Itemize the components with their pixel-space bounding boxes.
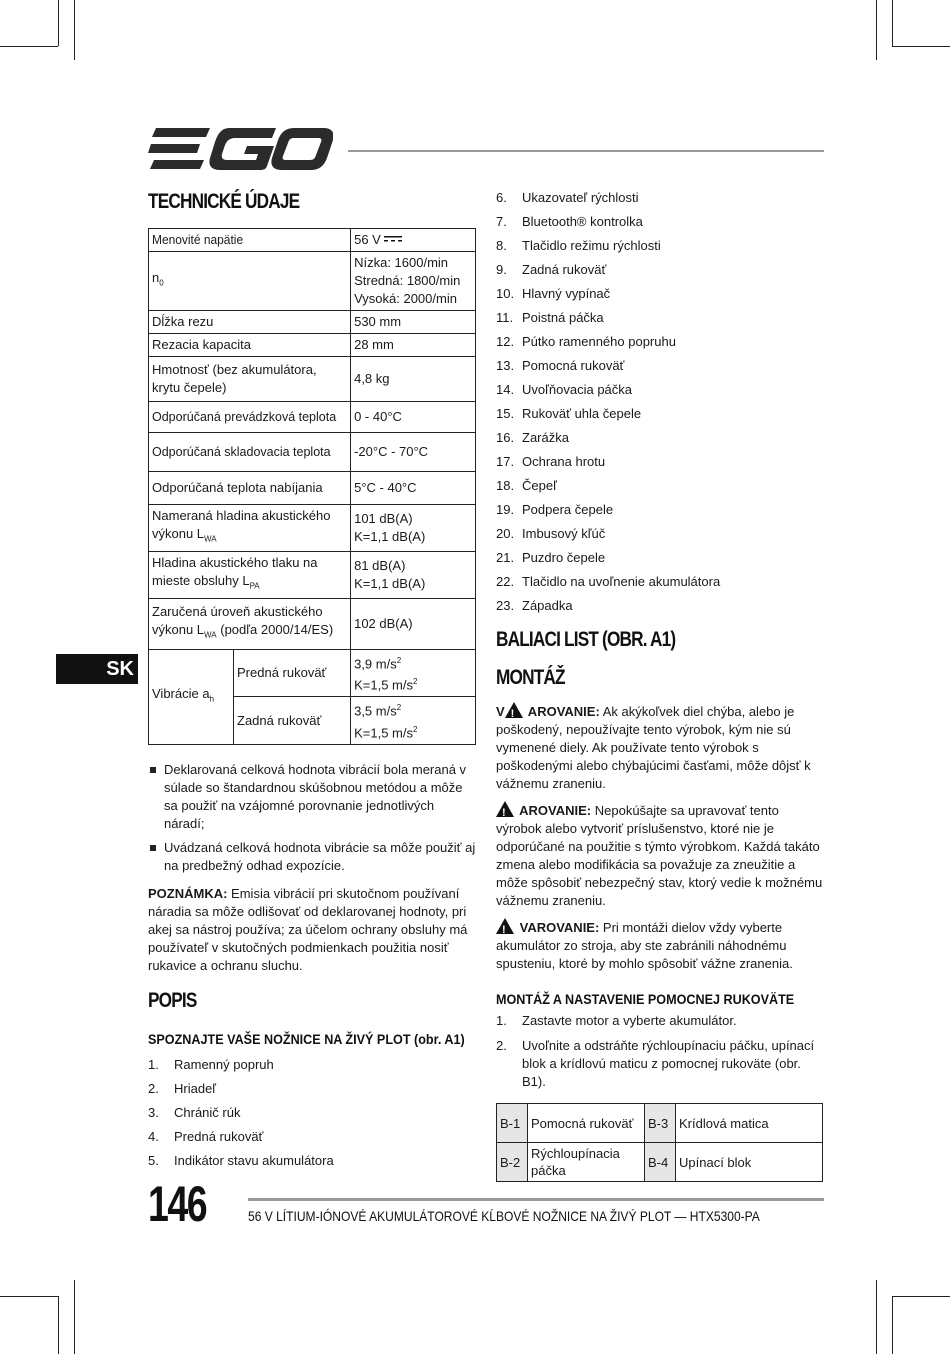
spec-value: 4,8 kg <box>351 357 476 402</box>
warning-text: Pri montáži dielov vždy vyberte akumulátor zo stroja, aby ste zabránili náhodnému spusteniu, ktoré by mohlo spôsobiť vážne zranenia. <box>496 920 793 971</box>
table-row <box>149 252 476 311</box>
part-code: B-1 <box>497 1104 528 1143</box>
spec-value: 56 V <box>354 232 381 247</box>
spec-label: Odporúčaná prevádzková teplota <box>149 402 351 433</box>
spec-label: Odporúčaná teplota nabíjania <box>149 472 351 505</box>
crop-mark <box>74 0 75 60</box>
spec-sub: h <box>209 694 215 704</box>
warning-paragraph <box>496 801 826 910</box>
part-name: Pomocná rukoväť <box>528 1104 645 1143</box>
spec-exp: 2 <box>396 703 402 713</box>
spec-value: K=1,1 dB(A) <box>354 575 426 591</box>
table-row <box>497 1143 823 1182</box>
warning-icon <box>496 918 514 934</box>
list-item: 4. Predná rukoväť <box>148 1128 264 1144</box>
table-row <box>149 472 476 505</box>
table-row <box>149 505 476 552</box>
crop-mark <box>892 1296 893 1354</box>
spec-sub: 0 <box>159 278 164 288</box>
footer-title: 56 V LÍTIUM-IÓNOVÉ AKUMULÁTOROVÉ KĹBOVÉ NOŽNICE NA ŽIVÝ PLOT — HTX5300-PA <box>248 1208 760 1224</box>
spec-value: 3,5 m/s <box>354 703 397 719</box>
list-item: 10. Hlavný vypínač <box>496 286 611 301</box>
footer-rule <box>248 1198 824 1201</box>
spec-label: Zadná rukoväť <box>234 697 351 745</box>
part-name: Rýchloupínacia páčka <box>528 1143 645 1182</box>
spec-value: 101 dB(A) <box>354 510 413 526</box>
popis-title: POPIS <box>148 988 197 1012</box>
table-row <box>149 598 476 649</box>
warning-label: VAROVANIE: <box>516 920 600 935</box>
ego-logo <box>148 128 333 172</box>
list-item: 19. Podpera čepele <box>496 502 614 517</box>
table-row <box>149 229 476 252</box>
warning-text: Nepokúšajte sa upravovať tento výrobok alebo vytvoriť príslušenstvo, ktoré nie je odporúčané na použitie s týmto výrobkom. Každá takáto zmena alebo modifikácia sa považuje za zneužitie a môže spôsobiť nebezpečný stav, ktorý vedie k možnému vážnemu zraneniu. <box>496 803 823 908</box>
note-text: Emisia vibrácií pri skutočnom používaní náradia sa môže odlišovať od deklarovanej hodnoty, pri akej sa nástroj používa; za účelom ochrany obsluhy má používateľ v skutočných podmienkach použitia nosiť rukavice a ochranu sluchu. <box>148 885 468 973</box>
list-item: 15. Rukoväť uhla čepele <box>496 406 642 421</box>
dc-symbol-icon <box>384 235 402 243</box>
spec-value: 81 dB(A) <box>354 557 406 573</box>
list-item: 7. Bluetooth® kontrolka <box>496 214 643 229</box>
list-item: 8. Tlačidlo režimu rýchlosti <box>496 238 661 253</box>
crop-mark <box>58 0 59 46</box>
spec-label: Hmotnosť (bez akumulátora, krytu čepele) <box>149 357 351 402</box>
spec-value: 0 - 40°C <box>351 402 476 433</box>
spec-sub: PA <box>249 581 260 591</box>
packing-title: BALIACI LIST (OBR. A1) <box>496 628 676 651</box>
list-item: 2. Uvoľnite a odstráňte rýchloupínaciu páčku, upínací blok a krídlovú maticu z pomocnej rukoväte (obr. B1). <box>496 1038 815 1089</box>
right-column <box>496 190 826 1182</box>
list-item: 20. Imbusový kľúč <box>496 526 606 541</box>
crop-mark <box>58 1296 59 1354</box>
list-item: 12. Pútko ramenného popruhu <box>496 334 676 349</box>
spec-exp: 2 <box>412 724 418 734</box>
part-code: B-4 <box>645 1143 676 1182</box>
table-row <box>497 1104 823 1143</box>
spec-label: Odporúčaná skladovacia teplota <box>149 433 351 472</box>
list-item: 14. Uvoľňovacia páčka <box>496 382 633 397</box>
spec-value: 5°C - 40°C <box>351 472 476 505</box>
warning-text: Ak akýkoľvek diel chýba, alebo je poškodený, nepoužívajte tento výrobok, kým nie sú vymenené diely. Ak používate tento výrobok s poškodenými alebo chýbajúcimi časťami, môže dôjsť k vážnemu zraneniu. <box>496 704 811 791</box>
list-item: 18. Čepeľ <box>496 478 557 493</box>
spec-table <box>148 228 476 745</box>
parts-list <box>148 1053 476 1173</box>
warning-label: AROVANIE: <box>516 803 592 818</box>
spec-exp: 2 <box>412 676 418 686</box>
tech-title: TECHNICKÉ ÚDAJE <box>148 190 300 213</box>
list-item: 9. Zadná rukoväť <box>496 262 607 277</box>
list-item: 1. Zastavte motor a vyberte akumulátor. <box>496 1013 737 1028</box>
list-item: 3. Chránič rúk <box>148 1104 241 1120</box>
crop-mark <box>0 46 58 47</box>
warning-paragraph <box>496 702 826 793</box>
crop-mark <box>74 1280 75 1354</box>
table-row <box>149 334 476 357</box>
crop-mark <box>892 0 893 46</box>
part-code: B-2 <box>497 1143 528 1182</box>
crop-mark <box>876 0 877 60</box>
warning-icon <box>496 801 514 817</box>
list-item: 16. Zarážka <box>496 430 569 445</box>
bullet-item: Uvádzaná celková hodnota vibrácie sa môže použiť aj na predbežný odhad expozície. <box>148 839 476 875</box>
note-paragraph <box>148 885 476 975</box>
spec-label: Hladina akustického tlaku na mieste obsluhy L <box>152 554 318 588</box>
spec-value: Nízka: 1600/min <box>354 255 449 270</box>
spec-value: K=1,5 m/s <box>354 724 413 740</box>
spec-value: K=1,5 m/s <box>354 677 413 693</box>
spec-label: Dĺžka rezu <box>149 311 351 334</box>
page-number: 146 <box>148 1176 207 1232</box>
warning-label: AROVANIE: <box>524 704 600 719</box>
crop-mark <box>0 1296 58 1297</box>
list-item: 11. Poistná páčka <box>496 310 604 325</box>
spec-label: Rezacia kapacita <box>149 334 351 357</box>
list-item: 17. Ochrana hrotu <box>496 454 606 469</box>
spec-value: Stredná: 1800/min <box>354 273 461 288</box>
warning-icon <box>505 702 523 718</box>
spec-label: Menovité napätie <box>152 232 244 247</box>
spec-exp: 2 <box>396 655 402 665</box>
montaz-title: MONTÁŽ <box>496 666 565 689</box>
list-item: 6. Ukazovateľ rýchlosti <box>496 190 639 205</box>
bullet-item: Deklarovaná celková hodnota vibrácií bola meraná v súlade so štandardnou skúšobnou metódou a môže sa použiť na vzájomné porovnanie jednotlivých náradí; <box>148 761 476 833</box>
part-name: Krídlová matica <box>676 1104 823 1143</box>
parts-key-table <box>496 1103 823 1182</box>
part-name: Upínací blok <box>676 1143 823 1182</box>
table-row <box>149 402 476 433</box>
list-item: 23. Západka <box>496 598 573 613</box>
spec-value: -20°C - 70°C <box>351 433 476 472</box>
warning-paragraph <box>496 918 826 973</box>
spec-label: (podľa 2000/14/ES) <box>216 621 334 637</box>
table-row <box>149 551 476 598</box>
spec-label: Nameraná hladina akustického výkonu L <box>152 508 331 541</box>
warning-prefix: V <box>496 704 505 719</box>
spec-value: K=1,1 dB(A) <box>354 528 426 544</box>
crop-mark <box>876 1280 877 1354</box>
table-row <box>149 357 476 402</box>
spec-value: 530 mm <box>351 311 476 334</box>
spec-label: Vibrácie a <box>152 685 210 701</box>
handle-title: MONTÁŽ A NASTAVENIE POMOCNEJ RUKOVÄTE <box>496 991 795 1007</box>
list-item: 22. Tlačidlo na uvoľnenie akumulátora <box>496 574 721 589</box>
steps-list <box>496 1009 826 1091</box>
list-item: 21. Puzdro čepele <box>496 550 606 565</box>
spec-value: 3,9 m/s <box>354 655 397 671</box>
crop-mark <box>892 46 950 47</box>
table-row <box>149 311 476 334</box>
list-item: 5. Indikátor stavu akumulátora <box>148 1152 334 1168</box>
spec-label: n <box>152 270 160 286</box>
list-item: 2. Hriadeľ <box>148 1080 217 1096</box>
part-code: B-3 <box>645 1104 676 1143</box>
list-item: 1. Ramenný popruh <box>148 1056 274 1072</box>
know-title: SPOZNAJTE VAŠE NOŽNICE NA ŽIVÝ PLOT (obr. A1) <box>148 1030 465 1047</box>
header-rule <box>348 150 824 152</box>
spec-value: Vysoká: 2000/min <box>354 291 457 306</box>
spec-label: Predná rukoväť <box>234 649 351 697</box>
left-column <box>148 190 476 1173</box>
table-row <box>149 649 476 697</box>
spec-value: 28 mm <box>351 334 476 357</box>
list-item: 13. Pomocná rukoväť <box>496 358 625 373</box>
spec-sub: WA <box>204 630 217 640</box>
spec-sub: WA <box>204 534 217 544</box>
spec-value: 102 dB(A) <box>351 598 476 649</box>
language-tab: SK <box>56 654 138 684</box>
note-label: POZNÁMKA: <box>148 885 228 901</box>
spec-label: Zaručená úroveň akustického výkonu L <box>152 603 323 637</box>
crop-mark <box>892 1296 950 1297</box>
table-row <box>149 433 476 472</box>
parts-list <box>496 186 826 618</box>
